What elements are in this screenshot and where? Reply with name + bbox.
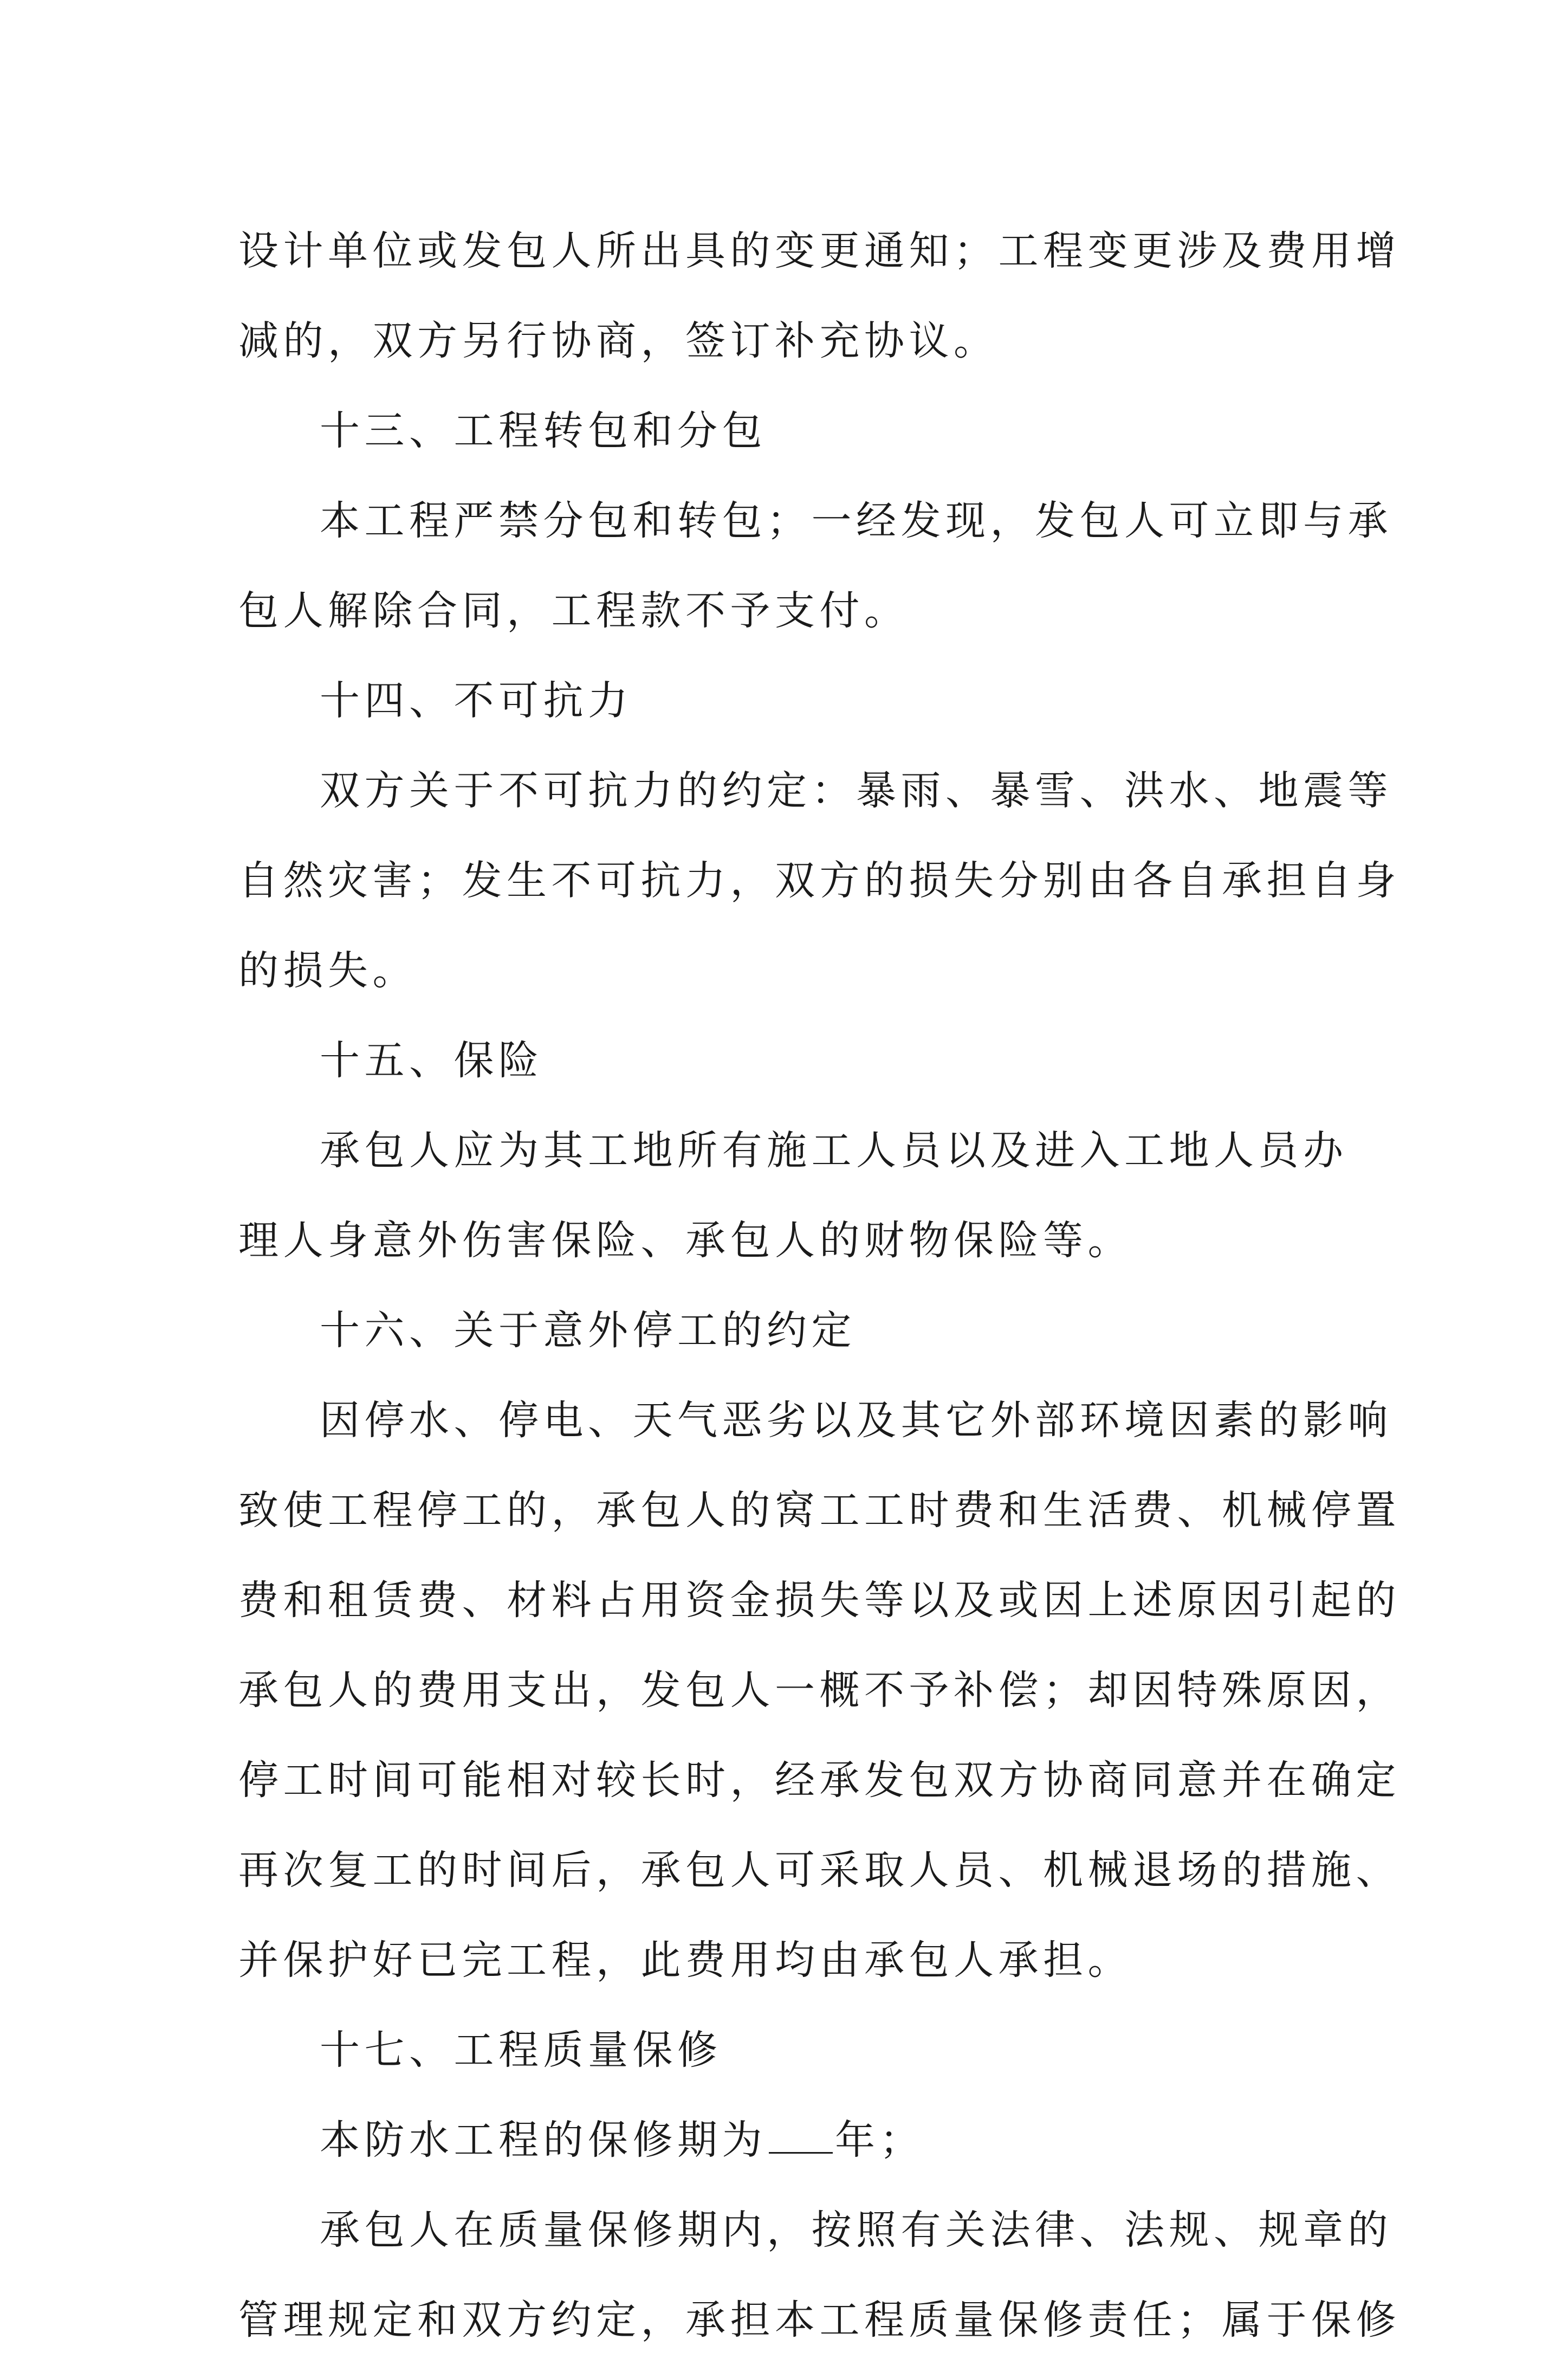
section-heading-14: 十四、不可抗力 <box>320 677 633 724</box>
paragraph-line: 双方关于不可抗力的约定：暴雨、暴雪、洪水、地震等 <box>320 767 1392 814</box>
section-heading-13: 十三、工程转包和分包 <box>320 408 767 454</box>
paragraph-continuation-line: 并保护好已完工程，此费用均由承包人承担。 <box>238 1937 1132 1983</box>
paragraph-continuation-line: 自然灾害；发生不可抗力，双方的损失分别由各自承担自身 <box>238 857 1401 904</box>
document-body <box>238 206 1401 2365</box>
paragraph-line: 承包人应为其工地所有施工人员以及进入工地人员办 <box>320 1127 1348 1174</box>
warranty-period-line <box>238 2095 1344 2185</box>
paragraph-continuation-line: 承包人的费用支出，发包人一概不予补偿；却因特殊原因， <box>238 1667 1401 1714</box>
paragraph-continuation-line: 设计单位或发包人所出具的变更通知；工程变更涉及费用增 <box>238 228 1401 274</box>
section-heading-17: 十七、工程质量保修 <box>320 2027 722 2073</box>
paragraph-continuation-line: 理人身意外伤害保险、承包人的财物保险等。 <box>238 1217 1132 1264</box>
paragraph-continuation-line: 费和租赁费、材料占用资金损失等以及或因上述原因引起的 <box>238 1577 1401 1624</box>
paragraph-line: 本工程严禁分包和转包；一经发现，发包人可立即与承 <box>320 497 1392 544</box>
paragraph-continuation-line: 减的，双方另行协商，签订补充协议。 <box>238 318 999 364</box>
warranty-line-suffix: 年； <box>835 2117 924 2163</box>
section-heading-15: 十五、保险 <box>320 1037 543 1084</box>
paragraph-continuation-line: 致使工程停工的，承包人的窝工工时费和生活费、机械停置 <box>238 1487 1401 1534</box>
paragraph-continuation-line: 再次复工的时间后，承包人可采取人员、机械退场的措施、 <box>238 1847 1401 1894</box>
warranty-line-prefix: 本防水工程的保修期为 <box>320 2117 767 2163</box>
paragraph-line: 承包人在质量保修期内，按照有关法律、法规、规章的 <box>320 2207 1392 2253</box>
warranty-years-blank <box>769 2125 833 2154</box>
paragraph-continuation-line: 管理规定和双方约定，承担本工程质量保修责任；属于保修 <box>238 2297 1401 2343</box>
paragraph-continuation-line: 的损失。 <box>238 947 417 994</box>
paragraph-continuation-line: 停工时间可能相对较长时，经承发包双方协商同意并在确定 <box>238 1757 1401 1804</box>
paragraph-line: 因停水、停电、天气恶劣以及其它外部环境因素的影响 <box>320 1397 1392 1444</box>
section-heading-16: 十六、关于意外停工的约定 <box>320 1307 856 1354</box>
paragraph-continuation-line: 包人解除合同，工程款不予支付。 <box>238 587 909 634</box>
